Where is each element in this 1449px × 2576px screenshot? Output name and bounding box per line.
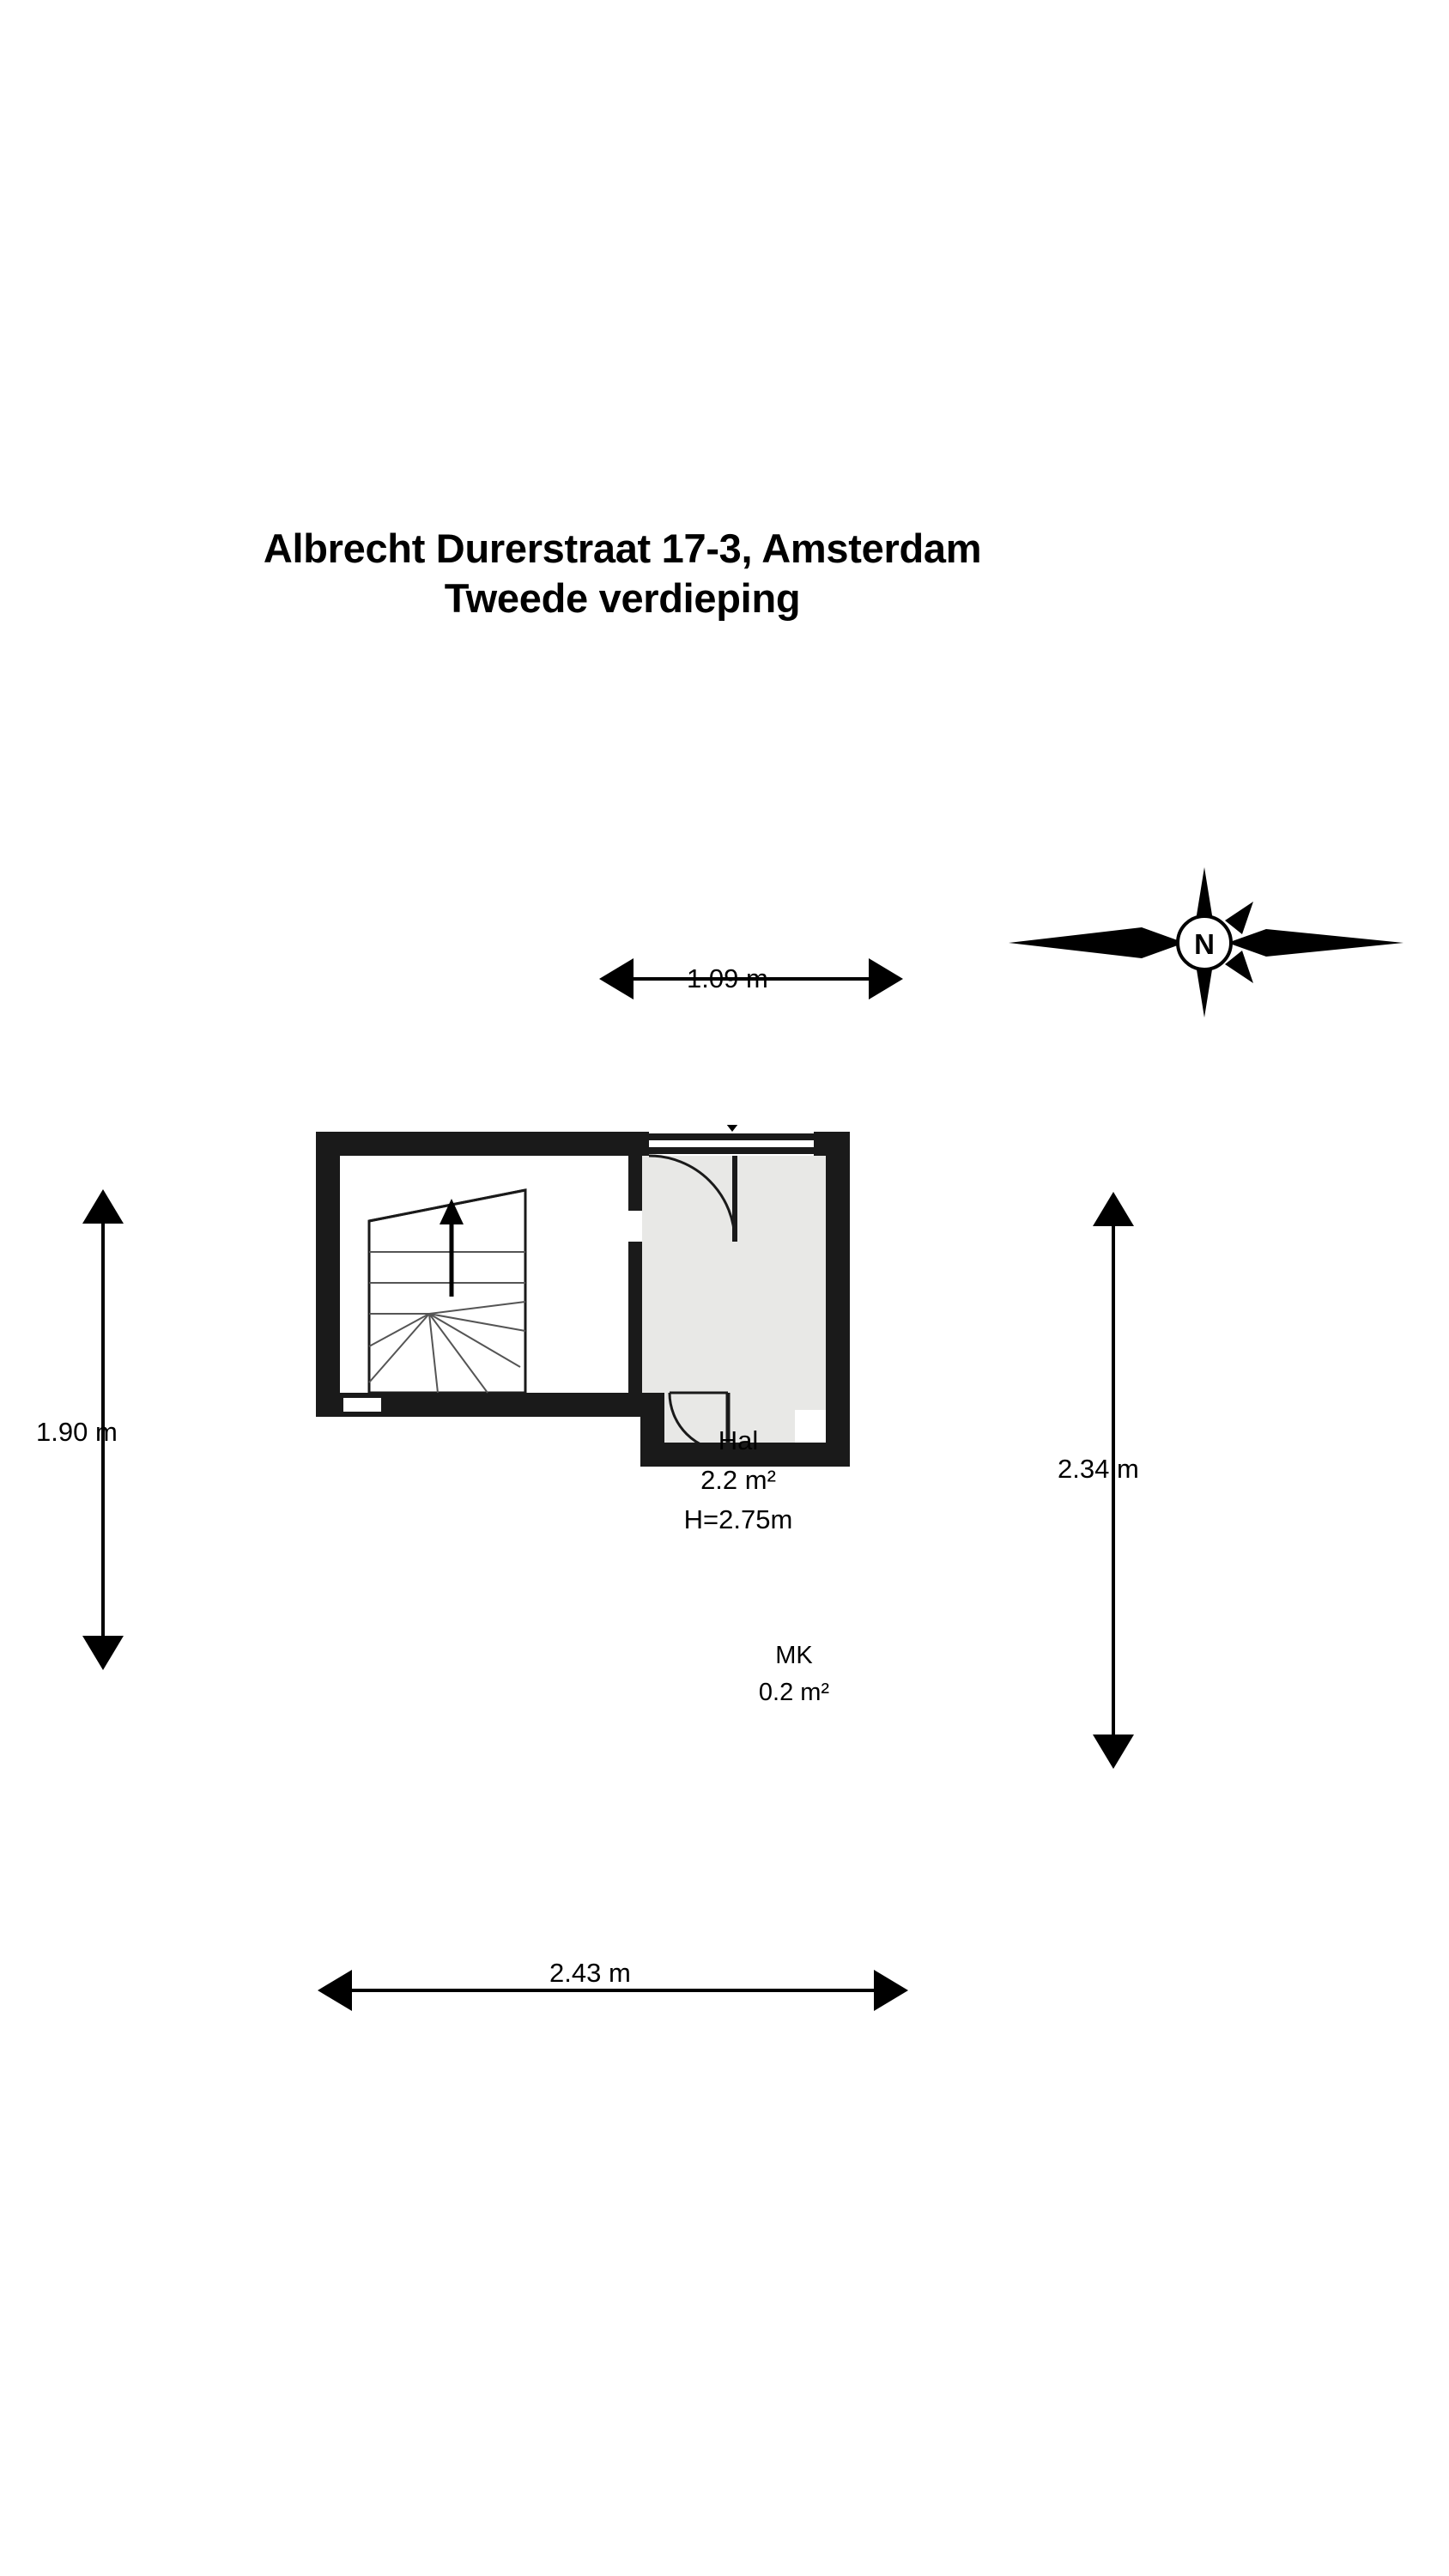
dimension-left-label: 1.90 m [36,1417,118,1447]
dimension-right-label: 2.34 m [1058,1454,1139,1484]
entry-arrow-icon [706,1125,759,1132]
room-label-hal-area: 2.2 m² [700,1465,776,1495]
dimension-top-label: 1.09 m [687,963,768,993]
title-floor: Tweede verdieping [444,575,801,621]
room-label-hal-name: Hal [718,1425,759,1455]
room-label-hal-height: H=2.75m [683,1504,793,1534]
dimension-bottom-label: 2.43 m [549,1958,631,1988]
title-address: Albrecht Durerstraat 17-3, Amsterdam [263,526,982,571]
room-label-mk-area: 0.2 m² [758,1679,830,1706]
room-label-mk-name: MK [775,1642,813,1669]
svg-text:N: N [1194,928,1215,960]
